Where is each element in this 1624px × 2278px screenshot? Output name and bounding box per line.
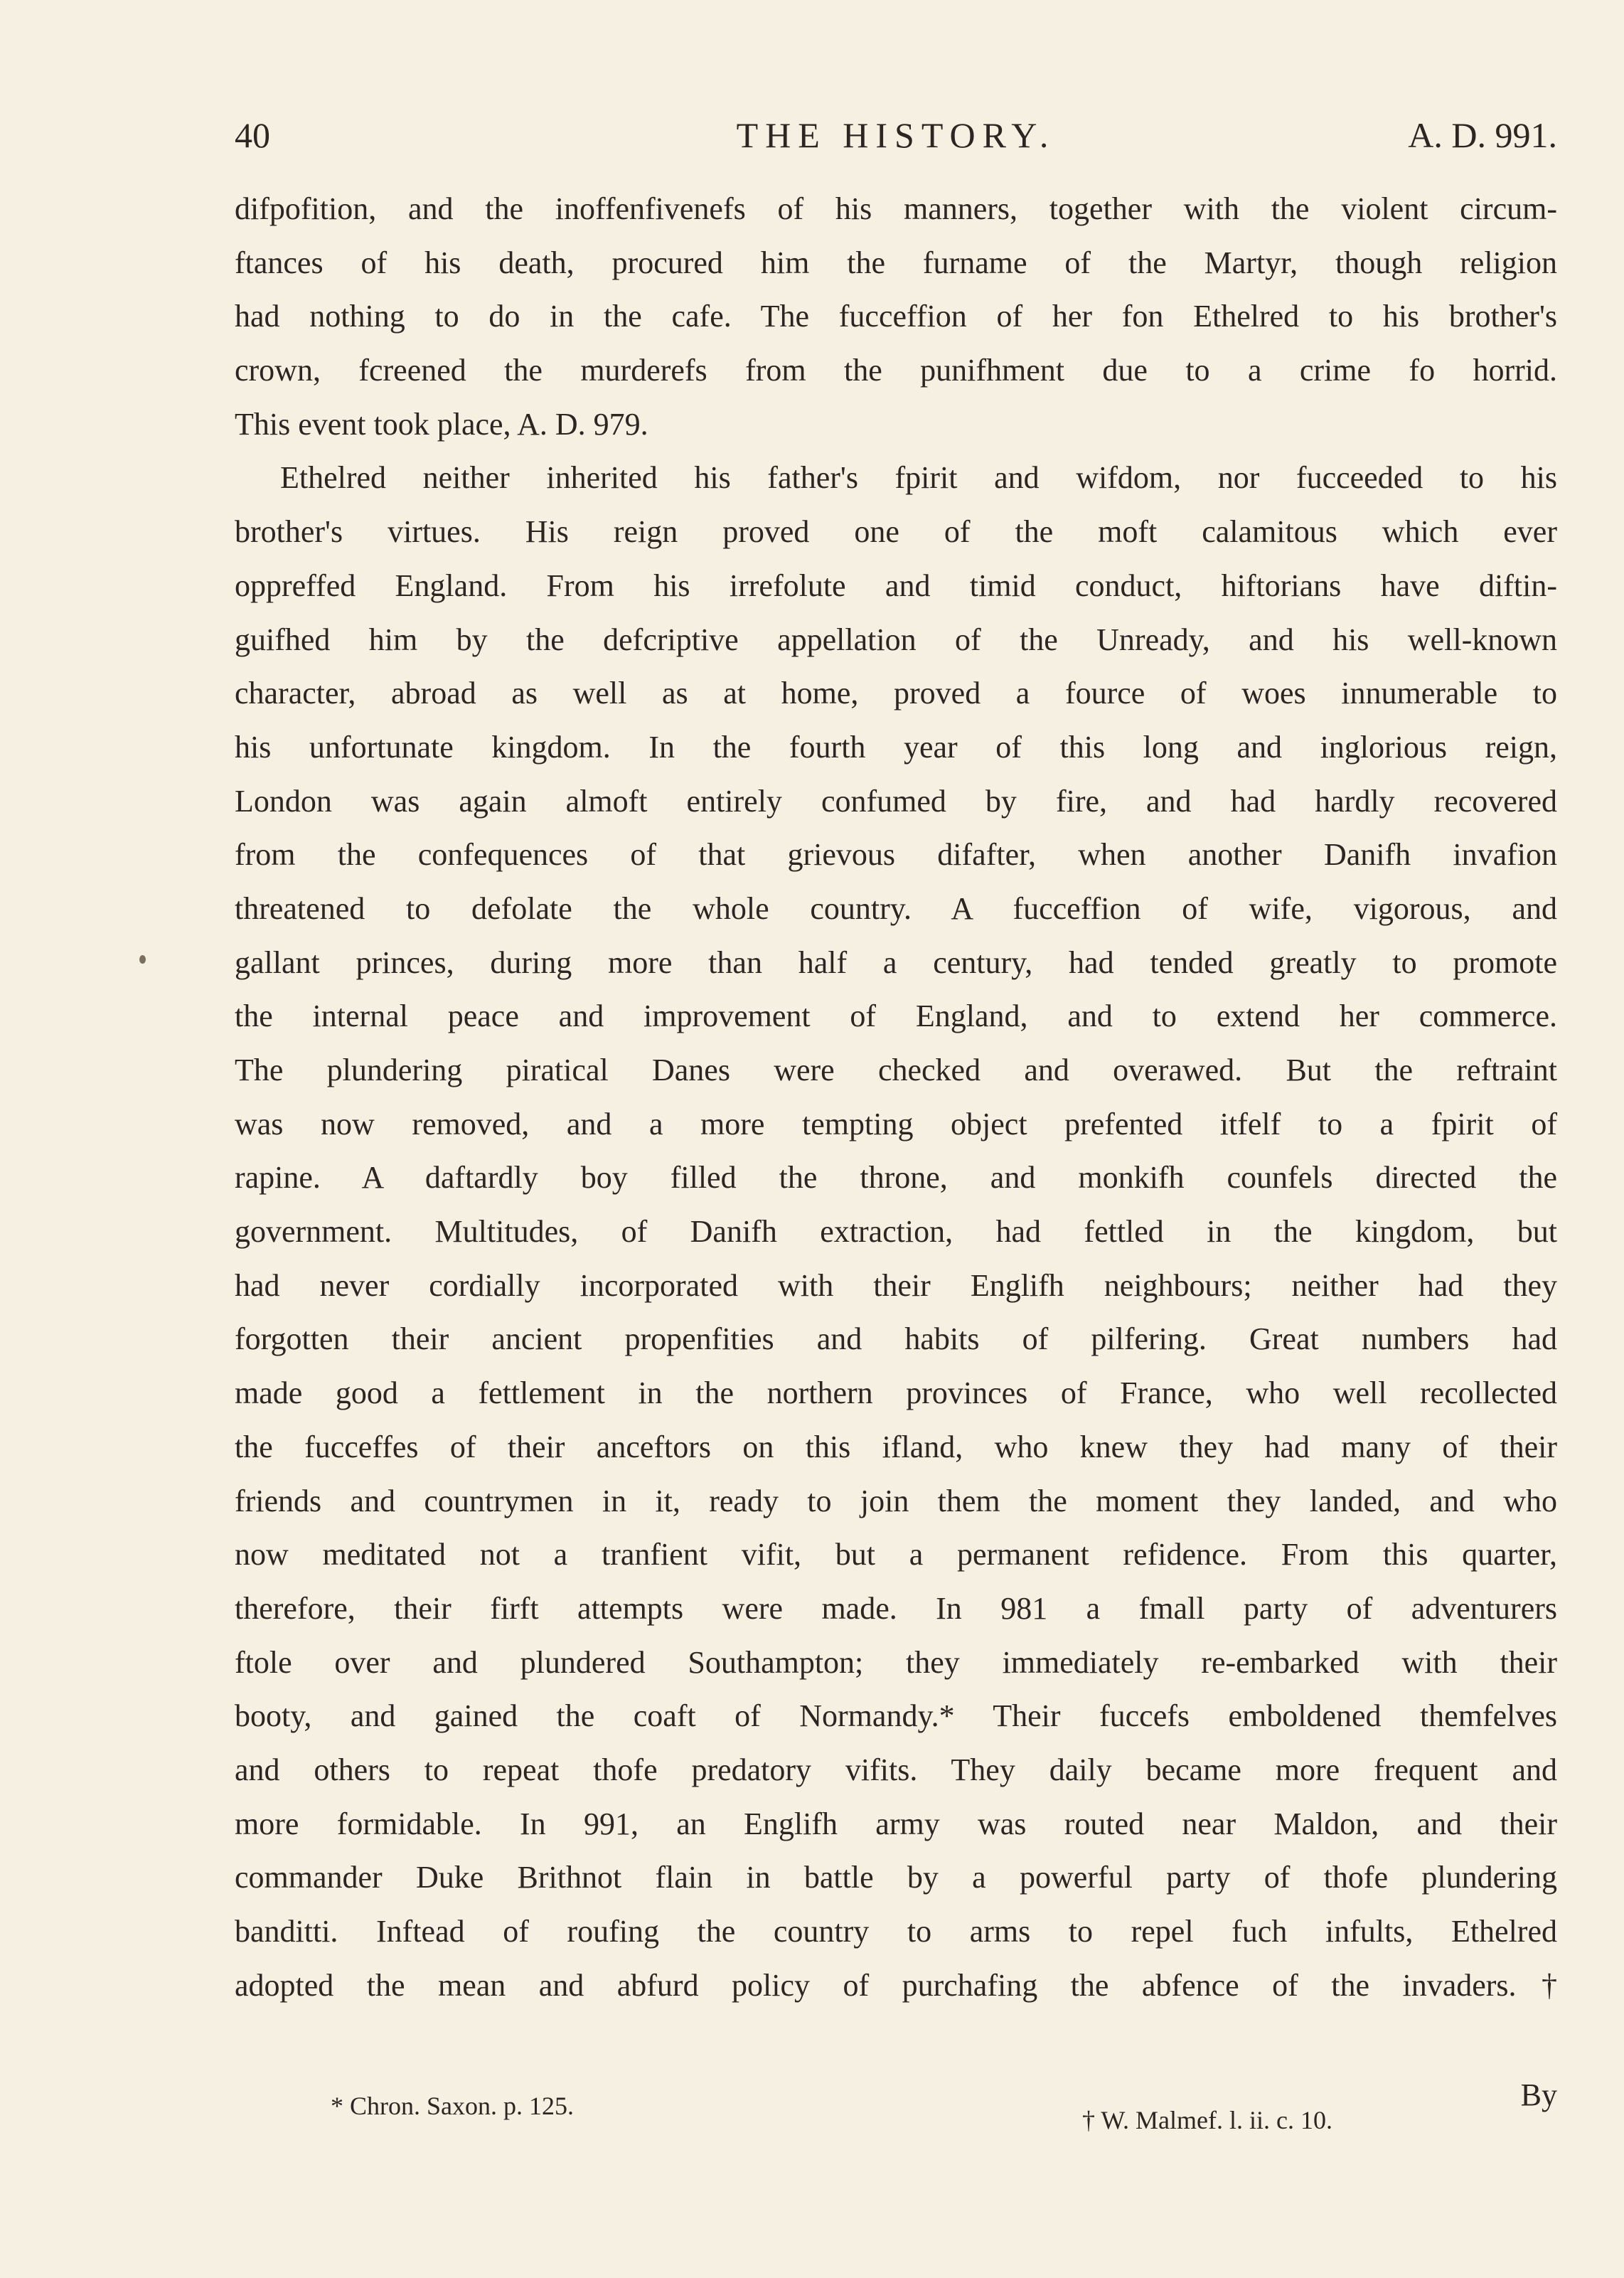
text-line: oppreffed England. From his irrefolute and timid conduct, hiftorians have diftin- — [235, 568, 1557, 603]
text-line: threatened to defolate the whole country. A fucceffion of wife, vigorous, and — [235, 890, 1557, 926]
text-line: adopted the mean and abfurd policy of purchafing the abfence of the invaders.† — [235, 1967, 1557, 2003]
text-line: government. Multitudes, of Danifh extraction, had fettled in the kingdom, but — [235, 1214, 1557, 1250]
text-line: commander Duke Brithnot flain in battle by a powerful party of thofe plundering — [235, 1860, 1557, 1895]
text-line: The plundering piratical Danes were checked and overawed. But the reftraint — [235, 1053, 1557, 1087]
text-line: London was again almoft entirely confumed by fire, and had hardly recovered — [235, 783, 1557, 819]
text-line: ftances of his death, procured him the furname of the Martyr, though religion — [235, 245, 1557, 280]
text-line: more formidable. In 991, an Englifh army was routed near Maldon, and their — [235, 1806, 1557, 1841]
text-line: had never cordially incorporated with their Englifh neighbours; neither had they — [235, 1267, 1557, 1303]
text-line: forgotten their ancient propenfities and habits of pilfering. Great numbers had — [235, 1321, 1557, 1357]
text-line: the fucceffes of their anceftors on this ifland, who knew they had many of their — [235, 1429, 1557, 1464]
text-line: brother's virtues. His reign proved one of the moft calamitous which ever — [235, 514, 1557, 550]
text-line: the internal peace and improvement of England, and to extend her commerce. — [235, 999, 1557, 1034]
text-line: and others to repeat thofe predatory vifits. They daily became more frequent and — [235, 1752, 1557, 1787]
text-line: banditti. Inftead of roufing the country to arms to repel fuch infults, Ethelred — [235, 1914, 1557, 1949]
footnote-chron-saxon: * Chron. Saxon. p. 125. — [331, 2092, 574, 2120]
text-line: rapine. A daftardly boy filled the throne, and monkifh counfels directed the — [235, 1160, 1557, 1196]
text-line: therefore, their firft attempts were made. In 981 a fmall party of adventurers — [235, 1590, 1557, 1626]
running-title: THE HISTORY. — [736, 115, 1056, 155]
catchword: By — [1520, 2077, 1557, 2112]
text-line: gallant princes, during more than half a century, had tended greatly to promote — [235, 944, 1557, 980]
text-line: was now removed, and a more tempting object prefented itfelf to a fpirit of — [235, 1106, 1557, 1141]
footnote-malmesbury: † W. Malmef. l. ii. c. 10. — [1082, 2106, 1332, 2134]
text-line: had nothing to do in the cafe. The fucceffion of her fon Ethelred to his brother's — [235, 299, 1557, 334]
ink-speck — [139, 955, 146, 964]
page-number: 40 — [235, 115, 270, 155]
text-line: character, abroad as well as at home, proved a fource of woes innumerable to — [235, 676, 1557, 711]
body-text — [235, 182, 1557, 2012]
text-line: his unfortunate kingdom. In the fourth year of this long and inglorious reign, — [235, 729, 1557, 765]
text-line: friends and countrymen in it, ready to join them the moment they landed, and who — [235, 1483, 1557, 1518]
text-line: booty, and gained the coaft of Normandy.* Their fuccefs emboldened themfelves — [235, 1698, 1557, 1734]
text-line: This event took place, A. D. 979. — [235, 406, 648, 442]
text-line: guifhed him by the defcriptive appellation of the Unready, and his well-known — [235, 622, 1557, 657]
text-line: now meditated not a tranfient vifit, but a permanent refidence. From this quarter, — [235, 1537, 1557, 1572]
text-line: ftole over and plundered Southampton; they immediately re-embarked with their — [235, 1644, 1557, 1680]
text-line: from the confequences of that grievous difafter, when another Danifh invafion — [235, 837, 1557, 873]
text-line: Ethelred neither inherited his father's fpirit and wifdom, nor fucceeded to his — [280, 460, 1557, 496]
text-line: crown, fcreened the murderefs from the punifhment due to a crime fo horrid. — [235, 353, 1557, 388]
text-line: difpofition, and the inoffenfivenefs of his manners, together with the violent circum- — [235, 191, 1557, 226]
page-header — [235, 107, 1557, 164]
header-date: A. D. 991. — [1408, 115, 1557, 155]
text-line: made good a fettlement in the northern provinces of France, who well recollected — [235, 1375, 1557, 1411]
